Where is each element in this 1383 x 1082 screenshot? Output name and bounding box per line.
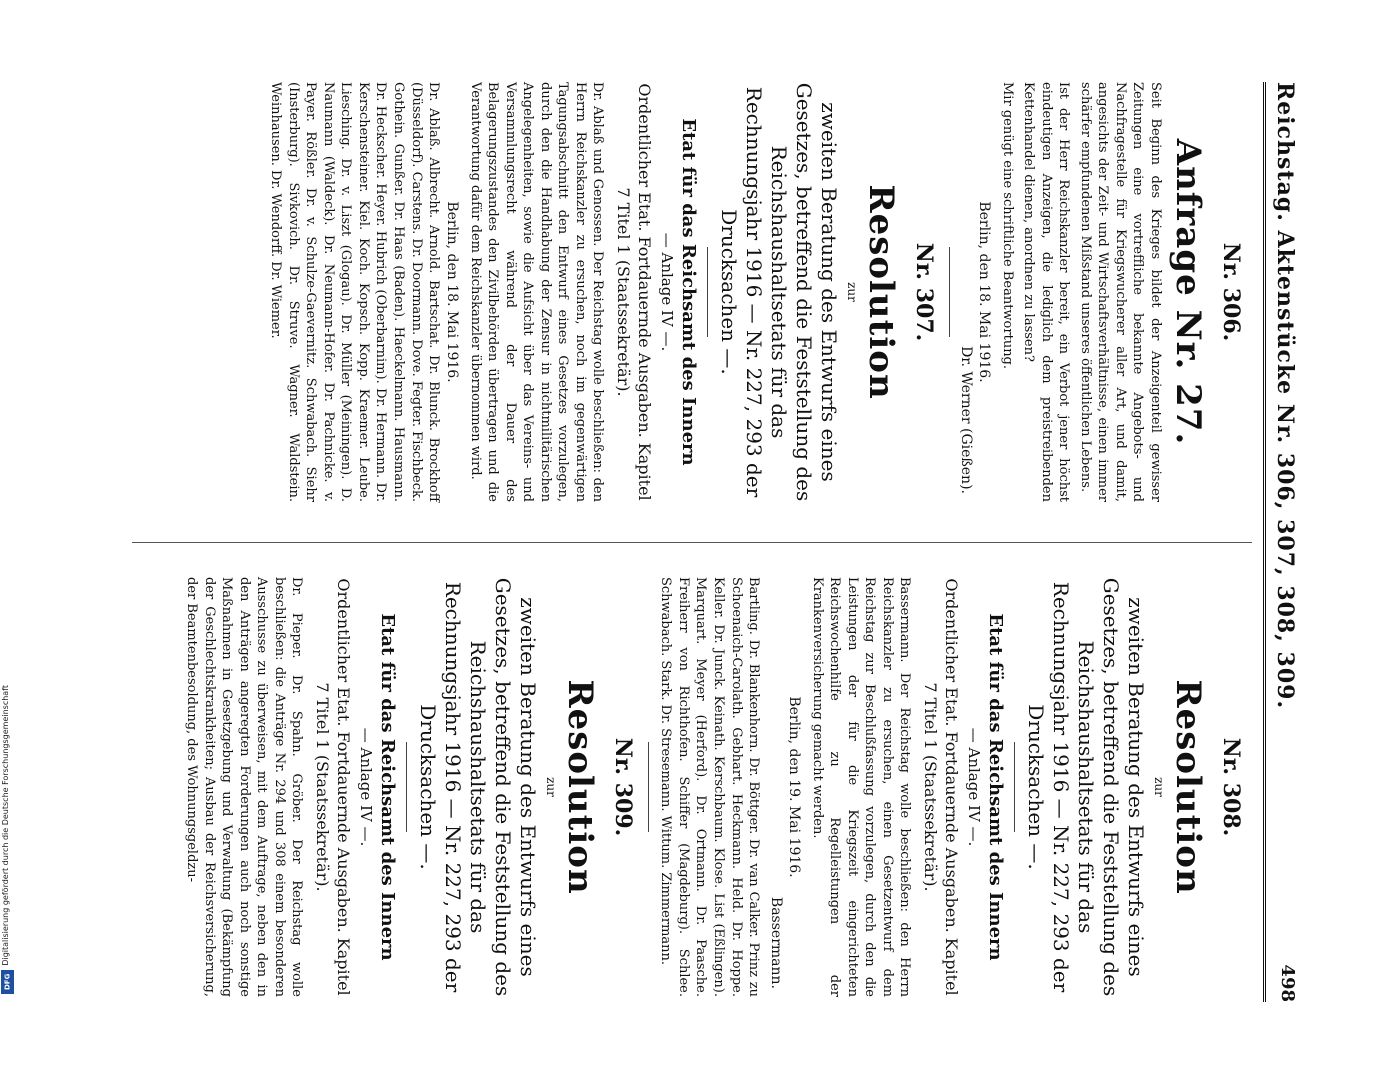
zur-label: zur [543,777,558,797]
page-number: 498 [1277,964,1298,1002]
zur-label: zur [1152,777,1166,797]
doc-number: Nr. 309. [609,737,636,837]
etat-detail: Ordentlicher Etat. Fortdauernde Ausgaben. Kapitel 7 Titel 1 (Staatssekretär). [614,83,655,501]
etat-title: Etat für das Reichsamt des Innern [985,613,1006,961]
document-page [87,82,1312,1082]
signer: Dr. Werner (Gießen). [958,346,975,494]
dateline: Berlin, den 19. Mai 1916. [786,696,803,878]
doc-heading: Anfrage Nr. 27. [1168,138,1208,446]
doc-number: Nr. 307. [911,242,938,342]
separator-rule [707,247,708,337]
signers-list: Dr. Ablaß. Albrecht. Arnold. Bartschat. Dr. Blunck. Brockhoff (Düsseldorf). Carstens. Dr. Doormann. Dove. Fegter. Fischbeck. Gothein. Gunßer. Dr. Haas (Baden). Haeckelmann. Hausmann. Dr. Heckscher. Heyer. Hubrich (Oberbarnim). Dr. Hermann. Dr. Kerschensteiner. Kiel. Koch. Kopsch. Kopp. Kraemer. Leube. Liesching. Dr. v. Liszt (Glogau). Dr. Müller (Meiningen). D. Naumann (Waldeck). Dr. Neumann-Hofer. Dr. Pachnicke. v. Payer. Rößler. Dr. v. Schulze-Gaevernitz. Schwabach. Siehr (Insterburg). Sivkovich. Dr. Struve. Wagner. Waldstein. Weinhausen. Dr. Wendorff. Dr. Wiemer. [268,82,442,502]
inquiry-text: Seit Beginn des Krieges bildet der Anzeigenteil gewisser Zeitungen eine vortreffliche bekannte Angebots- und Nachfragestelle für Kriegswucherer aller Art, und damit, angesichts der Zeit- und Wirtschaftsverhältnisse, einen immer schärfer empfundenen Mißstand unseres öffentlichen Lebens. [1077,82,1163,502]
separator-rule [648,742,649,832]
resolution-text: Bassermann. Der Reichstag wolle beschließen: den Herrn Reichskanzler zu ersuchen, einen Gesetzentwurf dem Reichstag zur Beschlußfassung vorzulegen, durch den die Leistungen der für die Kriegszeit eingerichteten Reichswochenhilfe zu Regelleistungen der Krankenversicherung gemacht werden. [809,577,913,997]
separator-rule [406,742,407,832]
inquiry-question: Ist der Herr Reichskanzler bereit, ein Verbot jener höchst eindeutigen Anzeigen, die lediglich dem preistreibenden Kettenhandel dienen, anordnen zu lassen? [1021,82,1072,502]
document-nr309 [182,577,635,997]
resolution-text: Dr. Ablaß und Genossen. Der Reichstag wolle beschließen: den Herrn Reichskanzler zu ersuchen, noch im gegenwärtigen Tagungsabschnitt den Entwurf eines Gesetzes vorzulegen, durch den die Handhabung der Zensur in nichtmilitärischen Angelegenheiten, sowie die Aufsicht über das Vereins- und Versammlungsrecht während der Dauer des Belagerungszustandes den Zivilbehörden übertragen und die Verantwortung dafür dem Reichskanzler übernommen wird. [467,82,606,502]
right-column [170,577,1252,997]
anlage-label: — Anlage IV —. [965,727,983,847]
resolution-text: Dr. Pieper. Dr. Spahn. Gröber. Der Reichstag wolle beschließen: die Anträge Nr. 294 und 308 einem besonderen Ausschusse zu überweisen, mit dem Auftrage, neben den in den Anträgen angeregten Forderungen auch noch sonstige Maßnahmen in Gesetzgebung und Verwaltung (Bekämpfung der Geschlechtskrankheiten; Ausbau der Reichsversicherung, der Beamtenbesoldung, des Wohnungsgeldzu- [183,577,305,997]
doc-number: Nr. 306. [1218,242,1244,342]
running-title: Reichstag. Aktenstücke Nr. 306, 307, 308, 309. [1272,82,1298,710]
inquiry-note: Mir genügt eine schriftliche Beantwortung. [999,82,1015,370]
column-rule [132,542,1252,543]
dateline: Berlin, den 18. Mai 1916. [976,201,993,383]
separator-rule [949,247,950,337]
resolution-lead: zweiten Beratung des Entwurfs eines Gesetzes, betreffend die Feststellung des Reichshaushaltsetats für das Rechnungsjahr 1916 — Nr. 227, 293 der Drucksachen —. [415,577,540,997]
doc-heading: Resolution [861,184,902,400]
doc-heading: Resolution [559,679,600,895]
separator-rule [1014,742,1015,832]
etat-title: Etat für das Reichsamt des Innern [376,613,398,961]
resolution-lead: zweiten Beratung des Entwurfs eines Gesetzes, betreffend die Feststellung des Reichshaushaltsetats für das Rechnungsjahr 1916 — Nr. 227, 293 der Drucksachen —. [717,82,842,502]
document-nr308 [648,577,1244,997]
document-nr306 [949,82,1244,502]
dateline: Berlin, den 18. Mai 1916. [444,201,461,383]
doc-number: Nr. 308. [1218,737,1244,837]
anlage-label: — Anlage IV —. [356,727,375,847]
anlage-label: — Anlage IV —. [658,232,677,352]
resolution-lead: zweiten Beratung des Entwurfs eines Gesetzes, betreffend die Feststellung des Reichshaushaltsetats für das Rechnungsjahr 1916 — Nr. 227, 293 der Drucksachen —. [1024,577,1148,997]
signers-list: Bartling. Dr. Blankenhorn. Dr. Böttger. Dr. van Calker. Prinz zu Schoenaich-Carolath. Gebhart. Heckmann. Held. Dr. Hoppe. Keller. Dr. Junck. Keinath. Kerschbaum. Klose. List (Eßlingen). Marquart. Meyer (Herford). Dr. Ortmann. Dr. Paasche. Freiherr von Richthofen. Schiffer (Magdeburg). Schlee. Schwabach. Stark. Dr. Stresemann. Wittum. Zimmermann. [658,577,762,997]
left-column [255,82,1252,502]
zur-label: zur [845,282,860,302]
etat-detail: Ordentlicher Etat. Fortdauernde Ausgaben. Kapitel 7 Titel 1 (Staatssekretär). [313,578,353,996]
dfg-credit-text: Digitalisierung gefördert durch die Deutsche Forschungsgemeinschaft [1,685,10,966]
doc-heading: Resolution [1168,679,1208,895]
dfg-logo-icon: DFG [1,970,14,994]
digitization-credit [0,0,16,1000]
etat-title: Etat für das Reichsamt des Innern [678,118,700,466]
signer: Bassermann. [768,896,785,989]
running-head [1263,82,1298,1002]
document-nr307 [267,82,937,502]
etat-detail: Ordentlicher Etat. Fortdauernde Ausgaben. Kapitel 7 Titel 1 (Staatssekretär). [921,578,961,996]
